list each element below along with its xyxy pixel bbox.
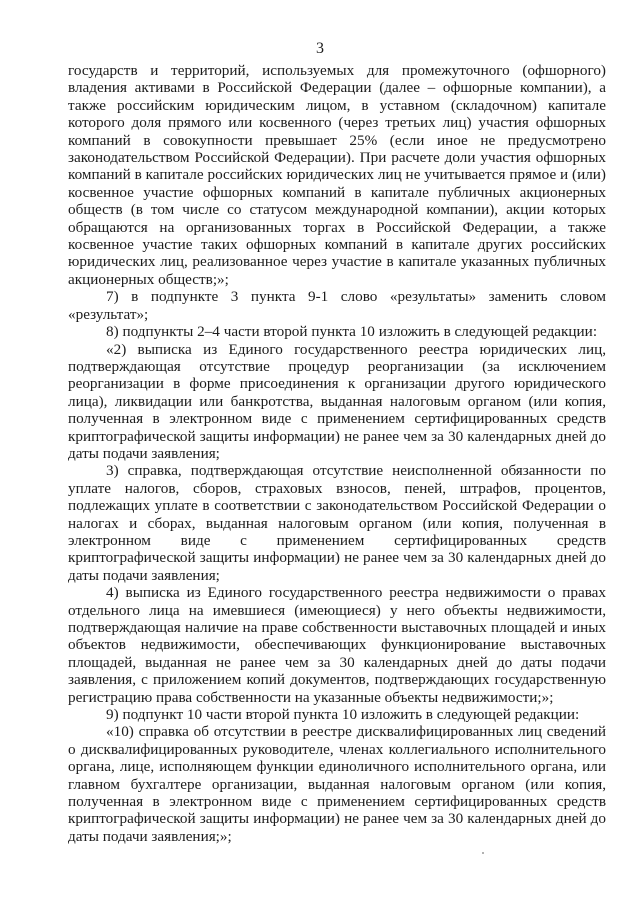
paragraph-subitem-2: «2) выписка из Единого государственного реестра юридических лиц, подтверждающая отсутствие процедур реорганизации (за исключением реорганизации в форме присоединения к организации другого юридического лица), ликвидации или банкротства, выданная налоговым органом (или копия, полученная в электронном виде с применением сертифицированных средств криптографической защиты информации) не ранее чем за 30 календарных дней до даты подачи заявления; xyxy=(68,340,606,462)
page-number: 3 xyxy=(316,40,324,57)
paragraph-subitem-10: «10) справка об отсутствии в реестре дисквалифицированных лиц сведений о дисквалифицированных руководителе, членах коллегиального исполнительного органа, лице, исполняющем функции единоличного исполнительного органа, или главном бухгалтере организации, выданная налоговым органом (или копия, полученная в электронном виде с применением сертифицированных средств криптографической защиты информации) не ранее чем за 30 календарных дней до даты подачи заявления;»; xyxy=(68,723,606,845)
paragraph-subitem-3: 3) справка, подтверждающая отсутствие неисполненной обязанности по уплате налогов, сборов, страховых взносов, пеней, штрафов, процентов, подлежащих уплате в соответствии с законодательством Российской Федерации о налогах и сборах, выданная налоговым органом (или копия, полученная в электронном виде с применением сертифицированных средств криптографической защиты информации) не ранее чем за 30 календарных дней до даты подачи заявления; xyxy=(68,462,606,584)
scan-speck xyxy=(482,852,484,854)
document-body xyxy=(68,62,606,845)
paragraph-item-8: 8) подпункты 2–4 части второй пункта 10 изложить в следующей редакции: xyxy=(106,323,598,341)
paragraph-offshore-companies: государств и территорий, используемых для промежуточного (офшорного) владения активами в Российской Федерации (далее – офшорные компании), а также российским юридическим лицом, в уставном (складочном) капитале которого доля прямого или косвенного (через третьих лиц) участия офшорных компаний в совокупности превышает 25% (если иное не предусмотрено законодательством Российской Федерации). При расчете доли участия офшорных компаний в капитале российских юридических лиц не учитывается прямое и (или) косвенное участие офшорных компаний в капитале публичных акционерных обществ (в том числе со статусом международной компании), акции которых обращаются на организованных торгах в Российской Федерации, а также косвенное участие таких офшорных компаний в капитале других российских юридических лиц, реализованное через участие в капитале указанных публичных акционерных обществ;»; xyxy=(68,62,606,288)
paragraph-item-9: 9) подпункт 10 части второй пункта 10 изложить в следующей редакции: xyxy=(106,706,580,724)
paragraph-item-7: 7) в подпункте 3 пункта 9-1 слово «результаты» заменить словом «результат»; xyxy=(68,288,606,323)
paragraph-subitem-4: 4) выписка из Единого государственного реестра недвижимости о правах отдельного лица на имевшиеся (имеющиеся) у него объекты недвижимости, подтверждающая наличие на праве собственности выставочных площадей и иных объектов недвижимости, обеспечивающих функционирование выставочных площадей, выданная не ранее чем за 30 календарных дней до даты подачи заявления, с приложением копий документов, подтверждающих государственную регистрацию права собственности на указанные объекты недвижимости;»; xyxy=(68,584,606,706)
